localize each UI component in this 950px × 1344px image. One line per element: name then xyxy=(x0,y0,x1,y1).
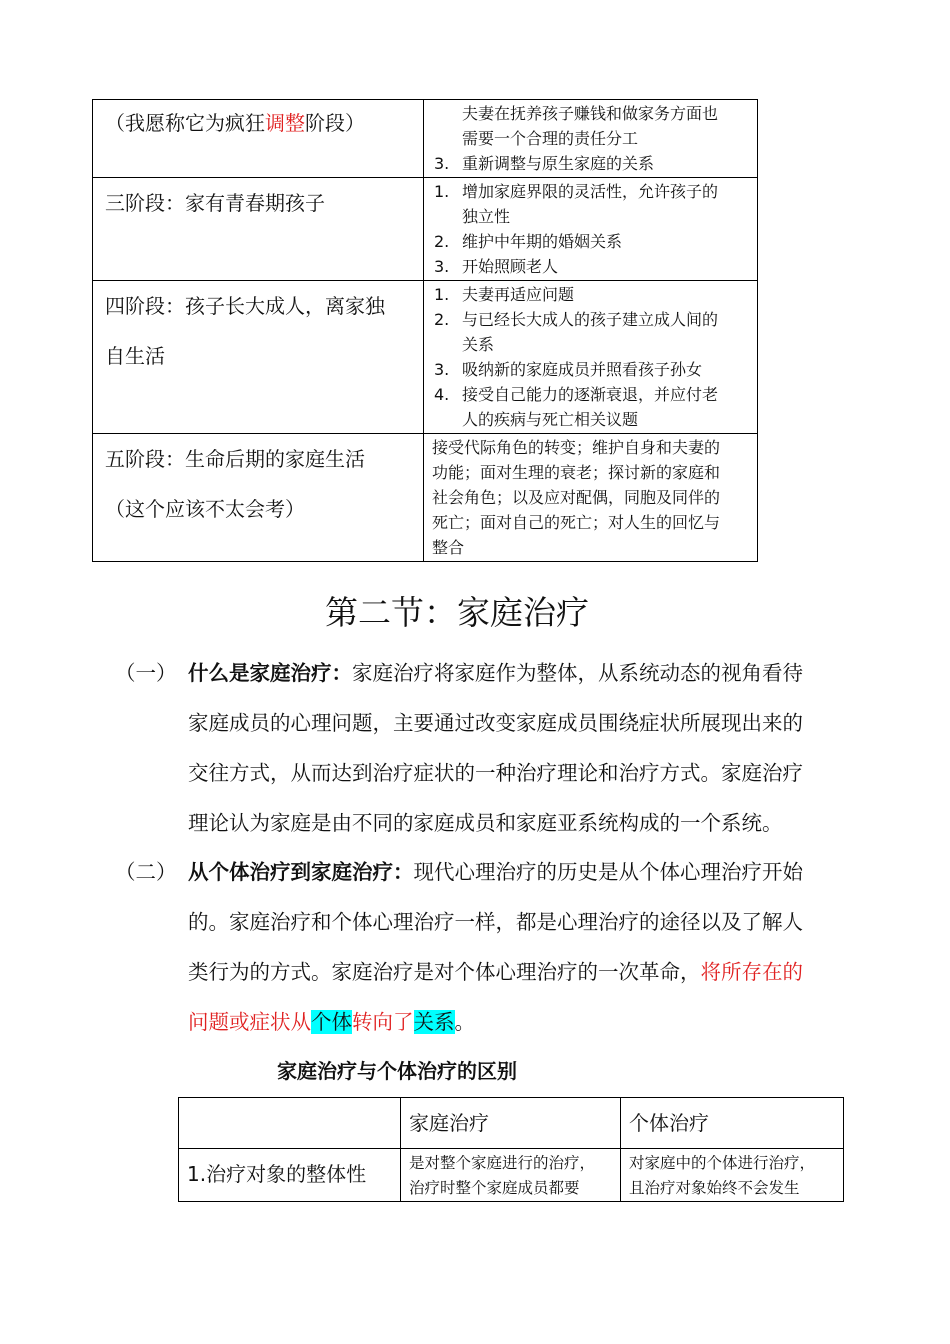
term: 从个体治疗到家庭治疗： xyxy=(188,860,414,884)
paragraph-text: 交往方式，从而达到治疗症状的一种治疗理论和治疗方式。家庭治疗 xyxy=(188,761,803,785)
term: 什么是家庭治疗： xyxy=(188,661,352,685)
table-header-row xyxy=(179,1098,844,1149)
task-text: 功能；面对生理的衰老；探讨新的家庭和 xyxy=(432,463,721,482)
paragraph-text: 的。家庭治疗和个体心理治疗一样，都是心理治疗的途径以及了解人 xyxy=(188,910,803,934)
stage-cell xyxy=(93,100,424,178)
stage-note: （这个应该不太会考） xyxy=(105,497,305,521)
list-item-cont: 独立性 xyxy=(462,207,511,226)
task-text: 接受代际角色的转变；维护自身和夫妻的 xyxy=(432,438,721,457)
list-item-cont: 关系 xyxy=(462,335,495,354)
cell-text: 且治疗对象始终不会发生 xyxy=(629,1179,800,1197)
paragraph-text: 。 xyxy=(454,1010,475,1034)
table-caption: 家庭治疗与个体治疗的区别 xyxy=(277,1059,517,1083)
paragraph-text: 家庭成员的心理问题，主要通过改变家庭成员围绕症状所展现出来的 xyxy=(188,711,803,735)
family-stage-table xyxy=(92,99,758,562)
section-title: 第二节：家庭治疗 xyxy=(325,593,589,632)
task-text: 需要一个合理的责任分工 xyxy=(462,129,639,148)
task-text: 夫妻在抚养孩子赚钱和做家务方面也 xyxy=(462,104,719,123)
list-item: 3. 开始照顾老人 xyxy=(434,257,559,276)
table-row xyxy=(93,434,758,562)
cell-text: 治疗时整个家庭成员都要 xyxy=(409,1179,580,1197)
task-text: 社会角色；以及应对配偶，同胞及同伴的 xyxy=(432,488,721,507)
table-row xyxy=(93,178,758,281)
paragraph-text: 家庭治疗将家庭作为整体，从系统动态的视角看待 xyxy=(352,661,803,685)
paragraph-text: 理论认为家庭是由不同的家庭成员和家庭亚系统构成的一个系统。 xyxy=(188,811,783,835)
header-cell: 家庭治疗 xyxy=(401,1098,621,1149)
stage-label: （我愿称它为疯狂调整阶段） xyxy=(105,111,365,135)
stage-label: 四阶段：孩子长大成人，离家独 xyxy=(105,294,385,318)
paragraph-marker: （二） xyxy=(115,860,177,884)
task-text: 死亡；面对自己的死亡；对人生的回忆与 xyxy=(432,513,721,532)
stage-label: 五阶段：生命后期的家庭生活 xyxy=(105,447,365,471)
cell-text: 是对整个家庭进行的治疗， xyxy=(409,1154,596,1172)
list-item: 2. 维护中年期的婚姻关系 xyxy=(434,232,623,251)
stage-cell xyxy=(93,434,424,562)
emphasis-text: 转向了 xyxy=(352,1010,414,1034)
stage-label: 三阶段：家有青春期孩子 xyxy=(105,191,325,215)
stage-cell xyxy=(93,281,424,434)
table-row xyxy=(93,281,758,434)
list-item: 1. 增加家庭界限的灵活性，允许孩子的 xyxy=(434,182,719,201)
table-cell xyxy=(621,1149,844,1202)
task-cell xyxy=(424,178,758,281)
table-row xyxy=(179,1149,844,1202)
list-item-cont: 人的疾病与死亡相关议题 xyxy=(462,410,639,429)
stage-label-cont: 自生活 xyxy=(105,344,165,368)
task-cell xyxy=(424,434,758,562)
list-item: 2. 与已经长大成人的孩子建立成人间的 xyxy=(434,310,719,329)
highlighted-text: 关系 xyxy=(413,1010,455,1034)
table-cell xyxy=(401,1149,621,1202)
emphasis-text: 问题或症状从 xyxy=(188,1010,311,1034)
emphasis-text: 将所存在的 xyxy=(700,960,803,984)
stage-cell xyxy=(93,178,424,281)
list-item: 3. 吸纳新的家庭成员并照看孩子孙女 xyxy=(434,360,703,379)
paragraph-text: 类行为的方式。家庭治疗是对个体心理治疗的一次革命， xyxy=(188,960,701,984)
highlighted-text: 个体 xyxy=(311,1010,352,1034)
list-item: 4. 接受自己能力的逐渐衰退，并应付老 xyxy=(434,385,719,404)
task-text: 整合 xyxy=(432,538,465,557)
comparison-table xyxy=(178,1097,844,1202)
row-label-cell: 1.治疗对象的整体性 xyxy=(179,1149,401,1202)
header-cell xyxy=(179,1098,401,1149)
list-item: 1. 夫妻再适应问题 xyxy=(434,285,575,304)
task-cell xyxy=(424,100,758,178)
header-cell: 个体治疗 xyxy=(621,1098,844,1149)
table-row xyxy=(93,100,758,178)
paragraph-text: 现代心理治疗的历史是从个体心理治疗开始 xyxy=(413,860,803,884)
task-cell xyxy=(424,281,758,434)
paragraph-marker: （一） xyxy=(115,661,177,685)
cell-text: 对家庭中的个体进行治疗， xyxy=(629,1154,816,1172)
list-item: 3. 重新调整与原生家庭的关系 xyxy=(434,154,655,173)
